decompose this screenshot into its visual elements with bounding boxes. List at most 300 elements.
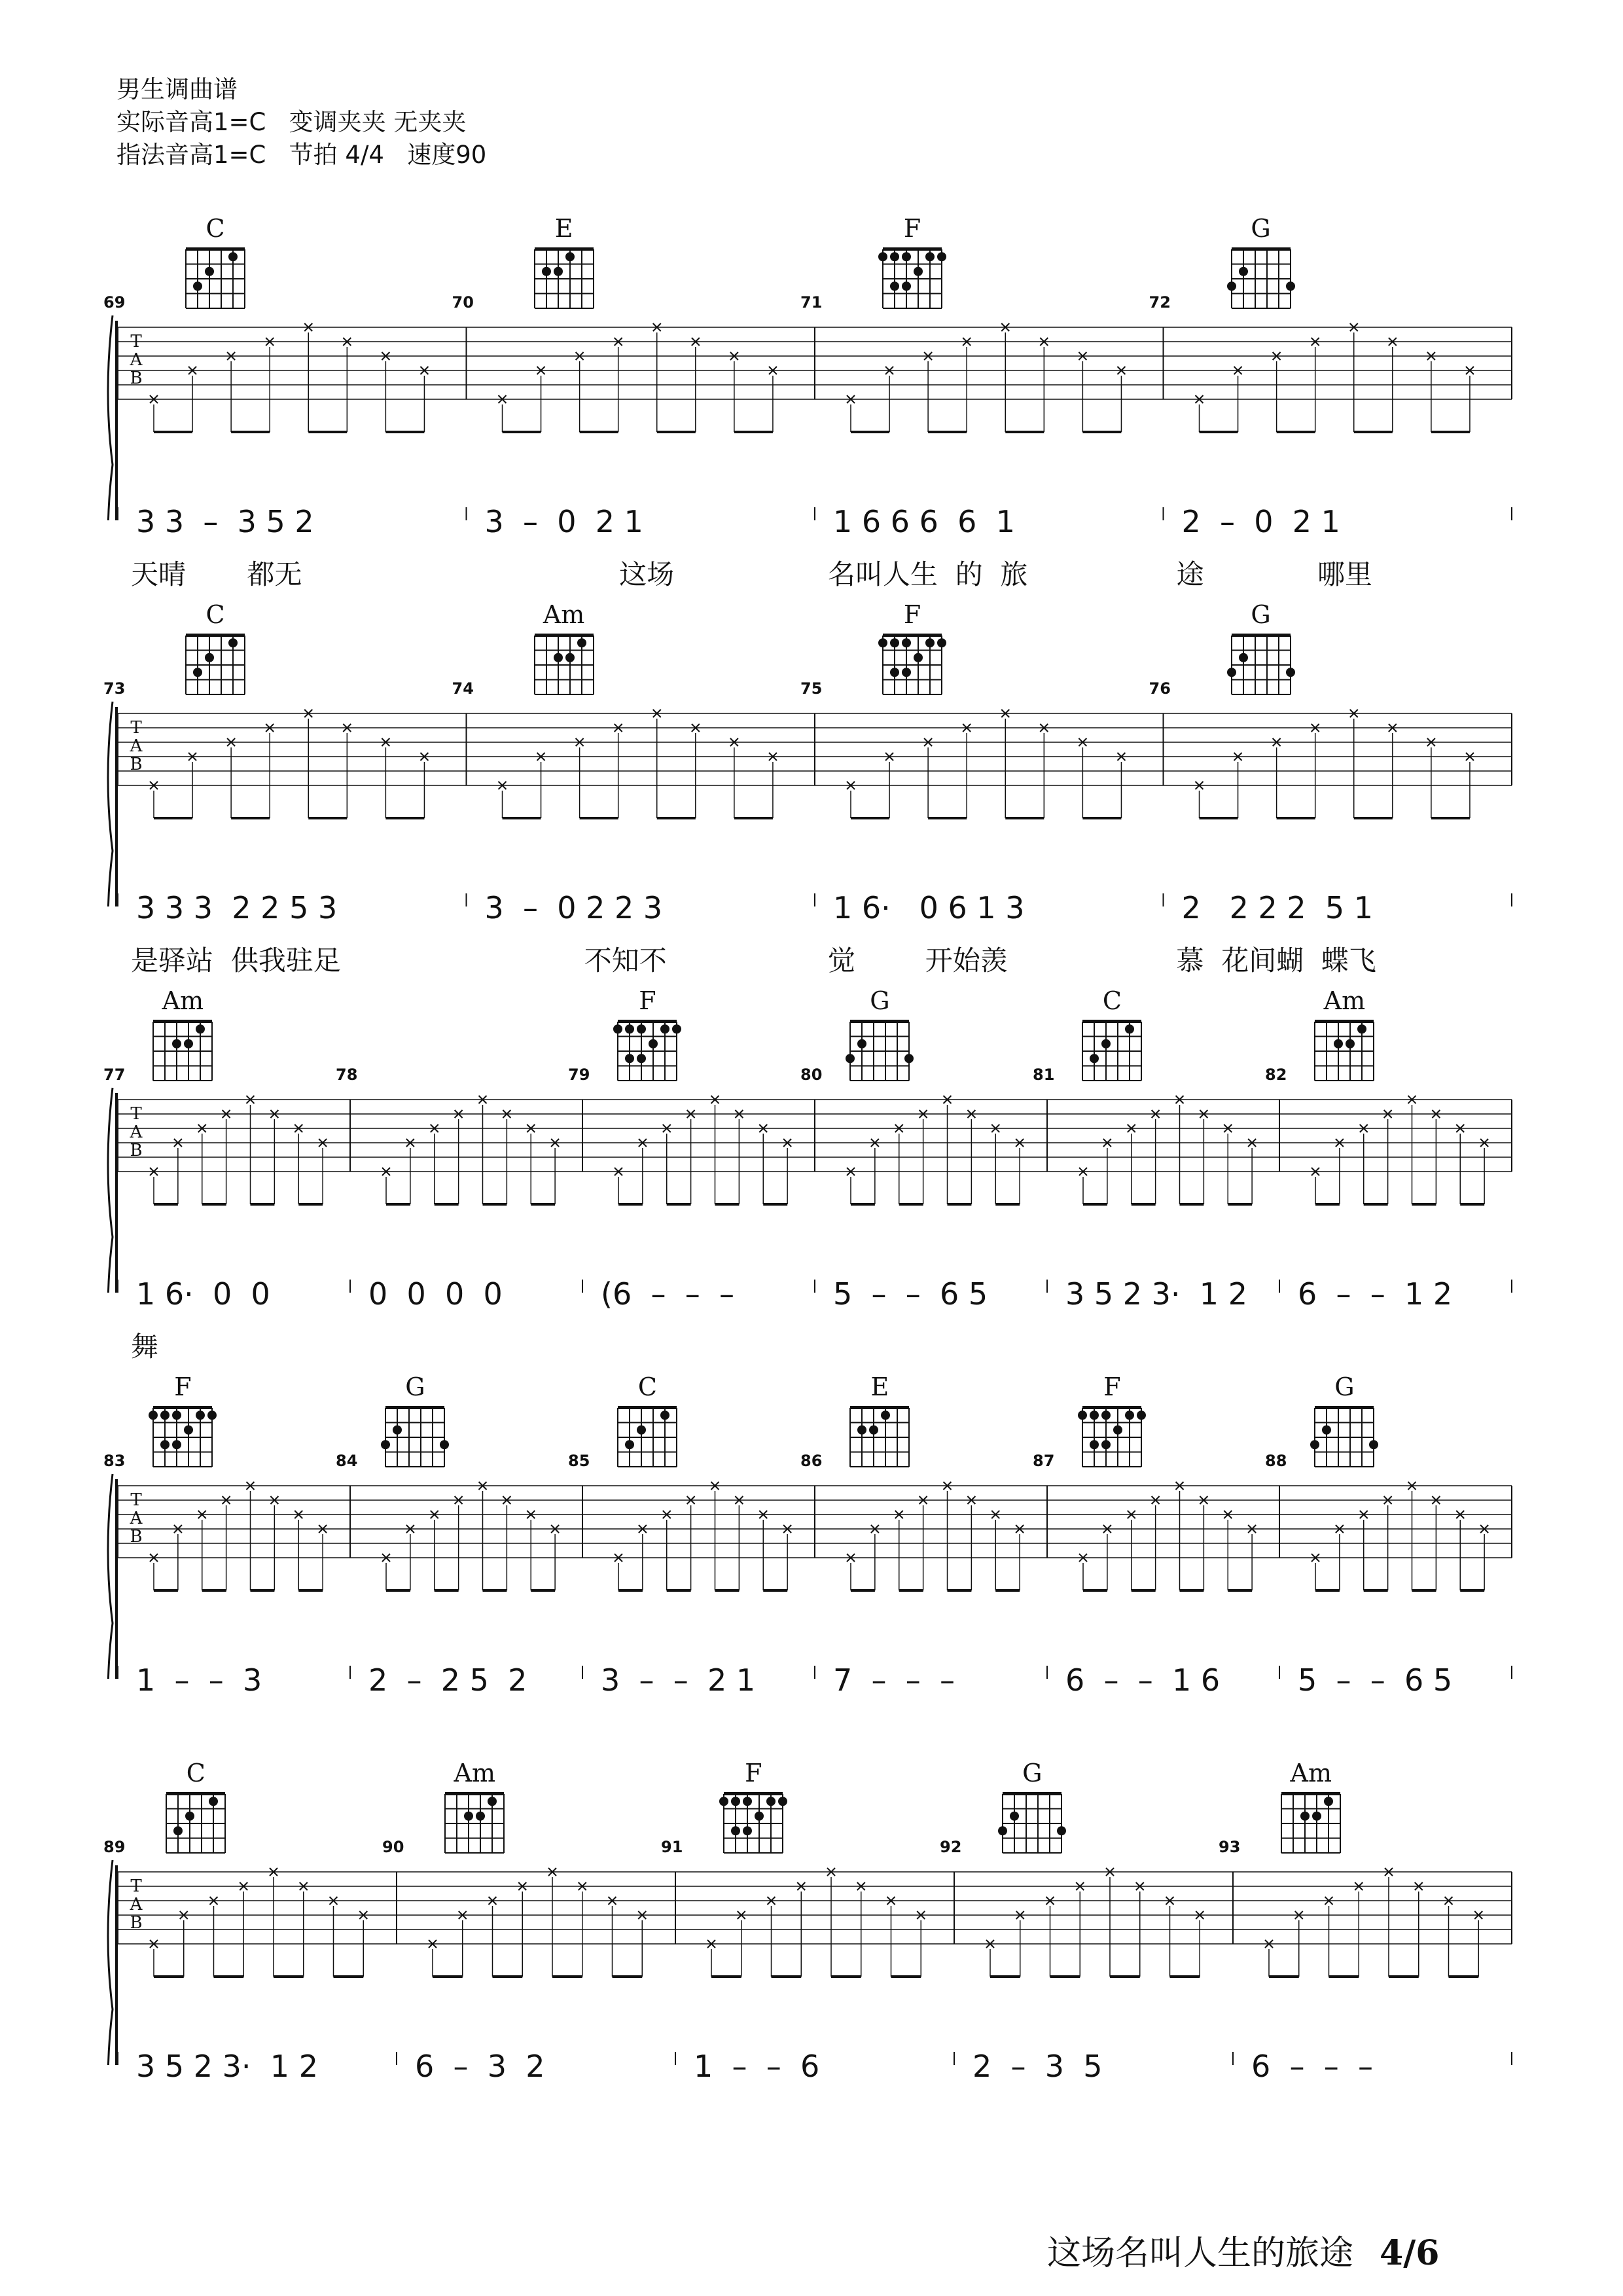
jianpu-notes: 7 – – – bbox=[833, 1662, 955, 1698]
finger-dot bbox=[625, 1054, 634, 1063]
chord-name: F bbox=[903, 214, 921, 243]
finger-dot bbox=[381, 1440, 390, 1449]
finger-dot bbox=[577, 638, 586, 647]
tab-note-x bbox=[847, 395, 855, 432]
lyrics: 不知不 bbox=[479, 944, 667, 977]
jianpu-notes: 5 – – 6 5 bbox=[1298, 1662, 1453, 1698]
finger-dot bbox=[1239, 267, 1248, 276]
tab-note-x bbox=[615, 1554, 622, 1590]
chord-name: G bbox=[405, 1372, 425, 1401]
tab-note-x bbox=[759, 1511, 767, 1590]
tab-note-x bbox=[653, 709, 661, 818]
tab-note-x bbox=[847, 1168, 855, 1204]
finger-dot bbox=[731, 1826, 740, 1835]
chord-diagram bbox=[717, 1757, 789, 1861]
finger-dot bbox=[902, 281, 911, 291]
finger-dot bbox=[1078, 1410, 1087, 1420]
chord-diagram bbox=[1308, 985, 1380, 1088]
finger-dot bbox=[565, 653, 575, 662]
tab-note-x bbox=[270, 1868, 277, 1977]
tab-note-x bbox=[1224, 1511, 1232, 1590]
chord-name: G bbox=[1251, 214, 1271, 243]
tab-note-x bbox=[382, 1554, 390, 1590]
lyrics: 天晴 都无 bbox=[131, 558, 302, 590]
tab-note-x bbox=[730, 352, 738, 432]
chord-diagram-grid bbox=[1225, 244, 1297, 316]
chord-diagram bbox=[179, 213, 251, 316]
fingering-pitch: 指法音高1=C 节拍 4/4 速度90 bbox=[116, 141, 487, 169]
finger-dot bbox=[857, 1039, 866, 1049]
chord-diagram-grid bbox=[717, 1789, 789, 1861]
tab-note-x bbox=[924, 352, 932, 432]
tab-note-x bbox=[1001, 709, 1009, 818]
finger-dot bbox=[937, 638, 946, 647]
tab-clef-letter: B bbox=[130, 1913, 143, 1933]
tab-note-x bbox=[609, 1897, 616, 1977]
chord-name: Am bbox=[162, 986, 204, 1015]
finger-dot bbox=[173, 1826, 183, 1835]
finger-dot bbox=[1369, 1440, 1378, 1449]
finger-dot bbox=[488, 1797, 497, 1806]
measure-number: 91 bbox=[661, 1838, 683, 1856]
measure-number: 85 bbox=[568, 1452, 590, 1470]
tab-note-x bbox=[827, 1868, 835, 1977]
chord-name: C bbox=[1102, 986, 1122, 1015]
chord-name: F bbox=[903, 600, 921, 629]
finger-dot bbox=[160, 1410, 169, 1420]
page-footer bbox=[1047, 2225, 1439, 2274]
key-type: 男生调曲谱 bbox=[116, 75, 238, 103]
tab-note-x bbox=[730, 738, 738, 818]
tab-note-x bbox=[1166, 1897, 1174, 1977]
tab-note-x bbox=[924, 738, 932, 818]
chord-diagram-grid bbox=[1076, 1016, 1148, 1088]
tab-clef-letter: T bbox=[130, 1490, 142, 1510]
tab-note-x bbox=[1350, 323, 1358, 432]
chord-diagram-grid bbox=[1076, 1403, 1148, 1475]
finger-dot bbox=[649, 1039, 658, 1049]
tab-note-x bbox=[431, 1511, 438, 1590]
finger-dot bbox=[1357, 1024, 1366, 1033]
jianpu-notes: 3 5 2 3· 1 2 bbox=[136, 2049, 318, 2084]
finger-dot bbox=[890, 281, 899, 291]
tab-note-x bbox=[304, 323, 312, 432]
finger-dot bbox=[554, 653, 563, 662]
tab-note-x bbox=[1196, 395, 1204, 432]
tab-note-x bbox=[759, 1124, 767, 1204]
tab-note-x bbox=[527, 1124, 535, 1204]
tab-note-x bbox=[382, 352, 389, 432]
tab-note-x bbox=[150, 1168, 158, 1204]
tab-note-x bbox=[711, 1096, 719, 1204]
measure-number: 92 bbox=[940, 1838, 962, 1856]
chord-name: G bbox=[1022, 1759, 1043, 1787]
finger-dot bbox=[1101, 1440, 1111, 1449]
tab-note-x bbox=[227, 738, 235, 818]
lyrics: 慕 花间蝴 蝶飞 bbox=[1176, 944, 1376, 977]
finger-dot bbox=[1300, 1812, 1310, 1821]
tab-clef-letter: B bbox=[130, 1527, 143, 1547]
tab-note-x bbox=[499, 395, 507, 432]
jianpu-notes: 6 – 3 2 bbox=[415, 2049, 545, 2084]
measure-number: 70 bbox=[452, 293, 474, 312]
finger-dot bbox=[660, 1024, 669, 1033]
chord-diagram bbox=[844, 1371, 916, 1475]
finger-dot bbox=[846, 1054, 855, 1063]
finger-dot bbox=[476, 1812, 485, 1821]
finger-dot bbox=[184, 1039, 193, 1049]
finger-dot bbox=[878, 252, 887, 261]
jianpu-notes: 2 – 2 5 2 bbox=[368, 1662, 527, 1698]
jianpu-notes: 6 – – – bbox=[1251, 2049, 1373, 2084]
finger-dot bbox=[1113, 1426, 1122, 1435]
tab-note-x bbox=[615, 1168, 622, 1204]
finger-dot bbox=[857, 1426, 866, 1435]
jianpu-notes: 3 – 0 2 1 bbox=[484, 504, 643, 539]
finger-dot bbox=[196, 1410, 205, 1420]
finger-dot bbox=[902, 252, 911, 261]
chord-diagram bbox=[876, 599, 948, 702]
finger-dot bbox=[205, 653, 214, 662]
tab-clef-letter: A bbox=[130, 1122, 143, 1142]
tab-note-x bbox=[1427, 738, 1435, 818]
tab-note-x bbox=[663, 1124, 671, 1204]
tab-note-x bbox=[1196, 781, 1204, 818]
measure-number: 74 bbox=[452, 679, 474, 698]
finger-dot bbox=[196, 1024, 205, 1033]
tab-staff bbox=[0, 1757, 1623, 2065]
chord-diagram-grid bbox=[1225, 630, 1297, 702]
finger-dot bbox=[228, 638, 238, 647]
jianpu-notes: 3 3 3 2 2 5 3 bbox=[136, 890, 338, 925]
tab-note-x bbox=[1360, 1511, 1368, 1590]
measure-number: 84 bbox=[336, 1452, 358, 1470]
finger-dot bbox=[464, 1812, 473, 1821]
jianpu-notes: 6 – – 1 2 bbox=[1298, 1276, 1453, 1312]
measure-number: 72 bbox=[1149, 293, 1171, 312]
tab-note-x bbox=[479, 1096, 487, 1204]
chord-diagram-grid bbox=[1308, 1016, 1380, 1088]
measure-number: 87 bbox=[1033, 1452, 1055, 1470]
tab-note-x bbox=[382, 738, 389, 818]
chord-diagram bbox=[179, 599, 251, 702]
tab-note-x bbox=[1325, 1897, 1333, 1977]
score-header bbox=[116, 73, 486, 171]
lyrics: 觉 开始羡 bbox=[828, 944, 1008, 977]
chord-diagram bbox=[1225, 213, 1297, 316]
measure-number: 93 bbox=[1219, 1838, 1241, 1856]
tab-note-x bbox=[768, 1897, 776, 1977]
measure-number: 86 bbox=[800, 1452, 823, 1470]
tab-note-x bbox=[198, 1511, 206, 1590]
chord-diagram bbox=[379, 1371, 451, 1475]
chord-diagram-grid bbox=[160, 1789, 232, 1861]
tab-note-x bbox=[576, 352, 584, 432]
tab-clef-letter: T bbox=[130, 718, 142, 738]
finger-dot bbox=[1090, 1054, 1099, 1063]
jianpu-notes: (6 – – – bbox=[601, 1276, 734, 1312]
finger-dot bbox=[637, 1054, 646, 1063]
finger-dot bbox=[672, 1024, 681, 1033]
finger-dot bbox=[902, 668, 911, 677]
jianpu-notes: 3 – 0 2 2 3 bbox=[484, 890, 663, 925]
finger-dot bbox=[904, 1054, 914, 1063]
tab-note-x bbox=[944, 1096, 952, 1204]
chord-name: C bbox=[205, 600, 225, 629]
tab-note-x bbox=[210, 1897, 218, 1977]
measure-number: 81 bbox=[1033, 1066, 1055, 1084]
finger-dot bbox=[1239, 653, 1248, 662]
chord-name: G bbox=[1334, 1372, 1355, 1401]
tab-clef-letter: B bbox=[130, 368, 143, 388]
jianpu-notes: 0 0 0 0 bbox=[368, 1276, 503, 1312]
tab-note-x bbox=[431, 1124, 438, 1204]
finger-dot bbox=[160, 1440, 169, 1449]
tab-note-x bbox=[150, 1554, 158, 1590]
tab-note-x bbox=[1079, 352, 1086, 432]
chord-diagram-grid bbox=[147, 1016, 219, 1088]
lyrics: 舞 bbox=[131, 1331, 159, 1363]
tab-note-x bbox=[895, 1124, 903, 1204]
finger-dot bbox=[207, 1410, 217, 1420]
jianpu-notes: 3 3 – 3 5 2 bbox=[136, 504, 314, 539]
tab-note-x bbox=[1427, 352, 1435, 432]
finger-dot bbox=[719, 1797, 728, 1806]
chord-diagram bbox=[1225, 599, 1297, 702]
measure-number: 78 bbox=[336, 1066, 358, 1084]
tab-note-x bbox=[1106, 1868, 1114, 1977]
chord-name: F bbox=[1103, 1372, 1121, 1401]
tab-note-x bbox=[1265, 1940, 1273, 1977]
finger-dot bbox=[890, 252, 899, 261]
jianpu-notes: 2 – 0 2 1 bbox=[1181, 504, 1340, 539]
tab-note-x bbox=[895, 1511, 903, 1590]
measure-number: 71 bbox=[800, 293, 823, 312]
finger-dot bbox=[637, 1024, 646, 1033]
finger-dot bbox=[1286, 281, 1295, 291]
tab-note-x bbox=[548, 1868, 556, 1977]
tab-note-x bbox=[247, 1482, 255, 1590]
tab-note-x bbox=[479, 1482, 487, 1590]
finger-dot bbox=[731, 1797, 740, 1806]
tab-clef-letter: T bbox=[130, 1876, 142, 1896]
finger-dot bbox=[1137, 1410, 1146, 1420]
chord-name: C bbox=[637, 1372, 657, 1401]
chord-diagram bbox=[1275, 1757, 1347, 1861]
jianpu-notes: 1 6· 0 0 bbox=[136, 1276, 270, 1312]
tab-note-x bbox=[150, 1940, 158, 1977]
chord-diagram-grid bbox=[1275, 1789, 1347, 1861]
finger-dot bbox=[937, 252, 946, 261]
tab-note-x bbox=[1273, 352, 1281, 432]
tab-note-x bbox=[576, 738, 584, 818]
tab-clef-letter: A bbox=[130, 1895, 143, 1914]
tab-note-x bbox=[1456, 1511, 1464, 1590]
tab-note-x bbox=[1079, 1554, 1087, 1590]
finger-dot bbox=[1090, 1410, 1099, 1420]
chord-name: E bbox=[554, 214, 573, 243]
measure-number: 82 bbox=[1265, 1066, 1287, 1084]
chord-diagram bbox=[876, 213, 948, 316]
chord-name: Am bbox=[454, 1759, 495, 1787]
tab-clef-letter: B bbox=[130, 755, 143, 774]
finger-dot bbox=[393, 1426, 402, 1435]
tab-note-x bbox=[1445, 1897, 1453, 1977]
chord-diagram bbox=[1076, 1371, 1148, 1475]
measure-number: 75 bbox=[800, 679, 823, 698]
jianpu-notes: 5 – – 6 5 bbox=[833, 1276, 988, 1312]
finger-dot bbox=[625, 1024, 634, 1033]
measure-number: 69 bbox=[103, 293, 126, 312]
chord-diagram-grid bbox=[996, 1789, 1068, 1861]
jianpu-notes: 3 5 2 3· 1 2 bbox=[1065, 1276, 1247, 1312]
finger-dot bbox=[1322, 1426, 1331, 1435]
lyrics: 是驿站 供我驻足 bbox=[131, 944, 341, 977]
finger-dot bbox=[1310, 1440, 1319, 1449]
tab-note-x bbox=[991, 1124, 999, 1204]
tab-note-x bbox=[1360, 1124, 1368, 1204]
tab-clef-letter: A bbox=[130, 350, 143, 370]
finger-dot bbox=[637, 1426, 646, 1435]
chord-diagram-grid bbox=[1308, 1403, 1380, 1475]
jianpu-notes: 1 – – 6 bbox=[694, 2049, 820, 2084]
chord-diagram bbox=[528, 599, 600, 702]
tab-note-x bbox=[663, 1511, 671, 1590]
jianpu-notes: 1 – – 3 bbox=[136, 1662, 262, 1698]
chord-diagram-grid bbox=[438, 1789, 510, 1861]
finger-dot bbox=[1346, 1039, 1355, 1049]
tab-note-x bbox=[1311, 1554, 1319, 1590]
tab-note-x bbox=[1176, 1096, 1184, 1204]
tab-note-x bbox=[527, 1511, 535, 1590]
chord-name: F bbox=[639, 986, 656, 1015]
tab-note-x bbox=[1385, 1868, 1393, 1977]
tab-note-x bbox=[847, 781, 855, 818]
chord-name: C bbox=[186, 1759, 205, 1787]
page-number: 4/6 bbox=[1380, 2233, 1440, 2273]
tab-note-x bbox=[1456, 1124, 1464, 1204]
tab-note-x bbox=[991, 1511, 999, 1590]
chord-diagram-grid bbox=[528, 630, 600, 702]
finger-dot bbox=[1286, 668, 1295, 677]
finger-dot bbox=[1125, 1410, 1134, 1420]
finger-dot bbox=[925, 638, 935, 647]
finger-dot bbox=[205, 267, 214, 276]
finger-dot bbox=[881, 1410, 890, 1420]
measure-number: 88 bbox=[1265, 1452, 1287, 1470]
chord-name: G bbox=[870, 986, 890, 1015]
tab-note-x bbox=[1408, 1482, 1416, 1590]
finger-dot bbox=[914, 653, 923, 662]
tab-note-x bbox=[1311, 1168, 1319, 1204]
chord-diagram bbox=[438, 1757, 510, 1861]
jianpu-notes: 6 – – 1 6 bbox=[1065, 1662, 1221, 1698]
finger-dot bbox=[1312, 1812, 1321, 1821]
lyrics: 名叫人生 的 旅 bbox=[828, 558, 1028, 590]
tab-note-x bbox=[330, 1897, 338, 1977]
tab-note-x bbox=[1273, 738, 1281, 818]
chord-name: F bbox=[745, 1759, 762, 1787]
finger-dot bbox=[1090, 1440, 1099, 1449]
chord-diagram bbox=[147, 985, 219, 1088]
chord-diagram bbox=[1076, 985, 1148, 1088]
finger-dot bbox=[149, 1410, 158, 1420]
tab-note-x bbox=[1001, 323, 1009, 432]
finger-dot bbox=[193, 668, 202, 677]
chord-diagram-grid bbox=[611, 1403, 683, 1475]
tab-note-x bbox=[707, 1940, 715, 1977]
tab-note-x bbox=[499, 781, 507, 818]
finger-dot bbox=[743, 1797, 752, 1806]
finger-dot bbox=[172, 1039, 181, 1049]
jianpu-notes: 1 6 6 6 6 1 bbox=[833, 504, 1015, 539]
finger-dot bbox=[565, 252, 575, 261]
measure-number: 79 bbox=[568, 1066, 590, 1084]
finger-dot bbox=[902, 638, 911, 647]
chord-diagram-grid bbox=[528, 244, 600, 316]
chord-name: Am bbox=[1290, 1759, 1332, 1787]
chord-diagram-grid bbox=[876, 244, 948, 316]
tab-note-x bbox=[304, 709, 312, 818]
tab-clef-letter: A bbox=[130, 736, 143, 756]
finger-dot bbox=[890, 638, 899, 647]
tab-note-x bbox=[1046, 1897, 1054, 1977]
chord-diagram bbox=[611, 1371, 683, 1475]
measure-number: 73 bbox=[103, 679, 126, 698]
measure-number: 76 bbox=[1149, 679, 1171, 698]
finger-dot bbox=[1010, 1812, 1019, 1821]
finger-dot bbox=[878, 638, 887, 647]
tab-note-x bbox=[489, 1897, 497, 1977]
chord-diagram bbox=[528, 213, 600, 316]
finger-dot bbox=[209, 1797, 218, 1806]
finger-dot bbox=[542, 267, 551, 276]
finger-dot bbox=[185, 1812, 194, 1821]
chord-diagram-grid bbox=[379, 1403, 451, 1475]
finger-dot bbox=[193, 281, 202, 291]
finger-dot bbox=[228, 252, 238, 261]
chord-name: Am bbox=[543, 600, 585, 629]
chord-diagram bbox=[147, 1371, 219, 1475]
chord-diagram bbox=[844, 985, 916, 1088]
tab-note-x bbox=[1079, 1168, 1087, 1204]
finger-dot bbox=[1227, 668, 1236, 677]
finger-dot bbox=[184, 1426, 193, 1435]
chord-diagram-grid bbox=[179, 244, 251, 316]
jianpu-notes: 3 – – 2 1 bbox=[601, 1662, 756, 1698]
jianpu-notes: 2 – 3 5 bbox=[972, 2049, 1103, 2084]
finger-dot bbox=[554, 267, 563, 276]
finger-dot bbox=[625, 1440, 634, 1449]
finger-dot bbox=[613, 1024, 622, 1033]
chord-name: Am bbox=[1323, 986, 1366, 1015]
finger-dot bbox=[869, 1426, 878, 1435]
tab-note-x bbox=[944, 1482, 952, 1590]
chord-diagram-grid bbox=[844, 1403, 916, 1475]
tab-note-x bbox=[150, 781, 158, 818]
measure-number: 90 bbox=[382, 1838, 404, 1856]
tab-note-x bbox=[227, 352, 235, 432]
tab-note-x bbox=[150, 395, 158, 432]
tab-note-x bbox=[1079, 738, 1086, 818]
measure-number: 77 bbox=[103, 1066, 126, 1084]
tab-note-x bbox=[887, 1897, 895, 1977]
jianpu-notes: 1 6· 0 6 1 3 bbox=[833, 890, 1025, 925]
tab-note-x bbox=[1176, 1482, 1184, 1590]
finger-dot bbox=[172, 1410, 181, 1420]
tab-note-x bbox=[1128, 1124, 1135, 1204]
tab-clef-letter: T bbox=[130, 1104, 142, 1124]
